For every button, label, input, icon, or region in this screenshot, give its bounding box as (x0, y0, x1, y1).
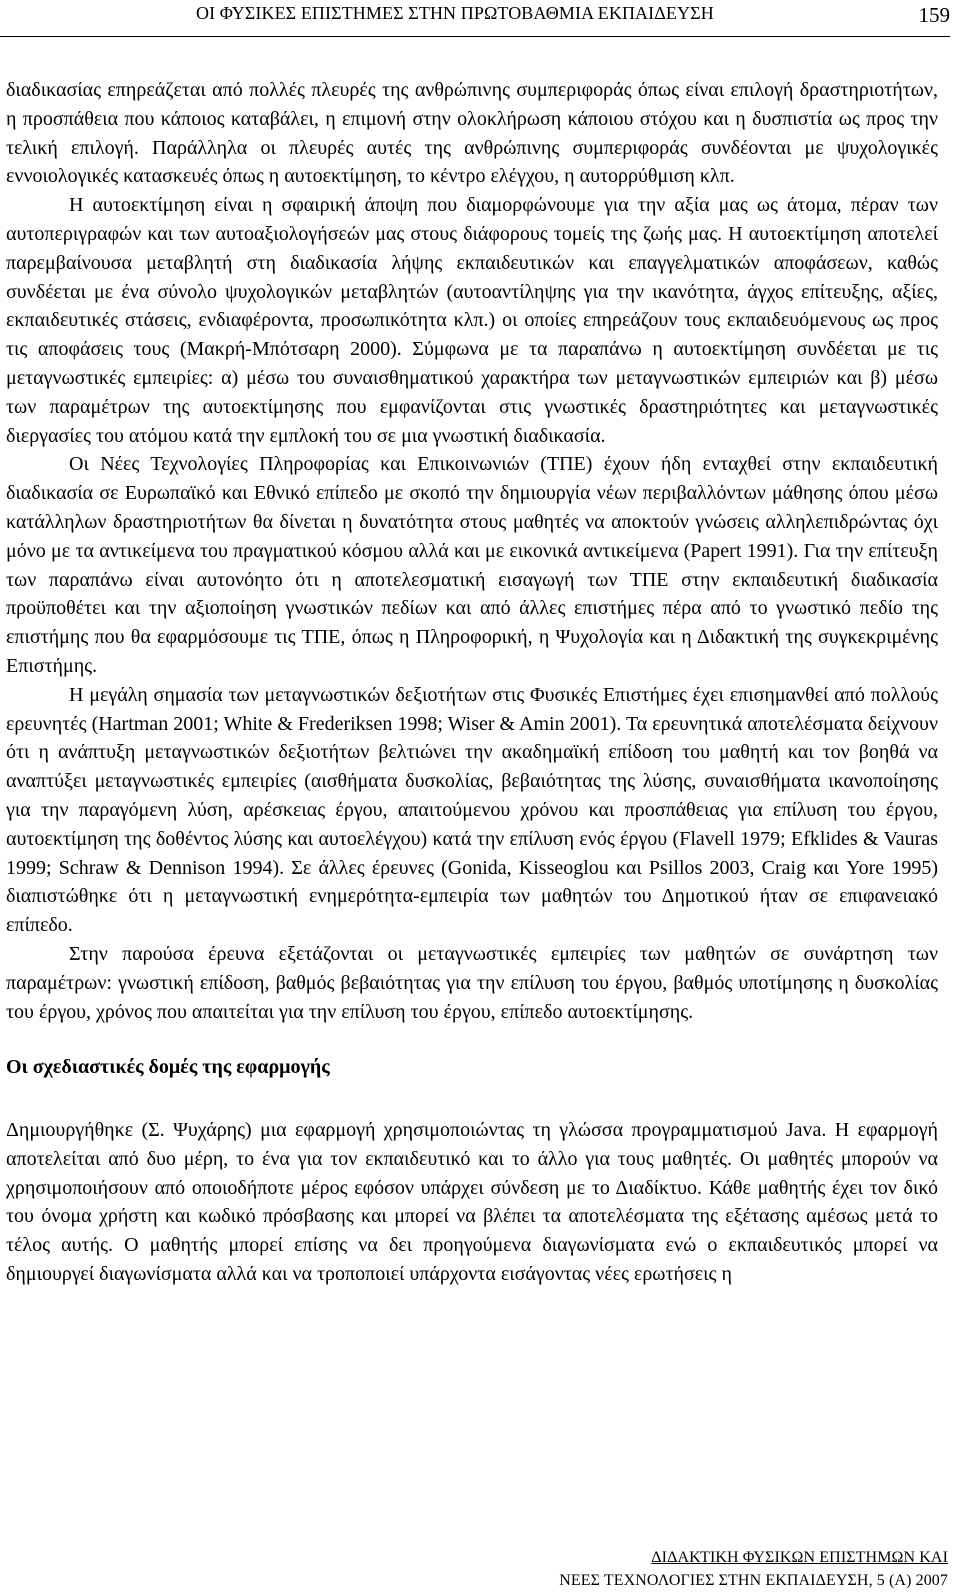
footer-journal-issue: ΝΕΕΣ ΤΕΧΝΟΛΟΓΙΕΣ ΣΤΗΝ ΕΚΠΑΙΔΕΥΣΗ, 5 (Α) 2007 (559, 1572, 948, 1589)
footer (559, 1546, 948, 1592)
paragraph-metacognitive-skills: Η μεγάλη σημασία των μεταγνωστικών δεξιοτήτων στις Φυσικές Επιστήμες έχει επισημανθεί από πολλούς ερευνητές (Hartman 2001; White & Frederiksen 1998; Wiser & Amin 2001). Τα ερευνητικά αποτελέσματα δείχνουν ότι η ανάπτυξη μεταγνωστικών δεξιοτήτων βελτιώνει την ακαδημαϊκή επίδοση του μαθητή και τον βοηθά να αναπτύξει μεταγνωστικές εμπειρίες (αισθήματα δυσκολίας, βεβαιότητας της λύσης, συναισθήματα ικανοποίησης για την παραγόμενη λύση, αρέσκειας έργου, απαιτούμενου χρόνου και προσπάθειας για επίλυση του έργου, αυτοεκτίμηση της δοθέντος λύσης και αυτοελέγχου) κατά την επίλυση ενός έργου (Flavell 1979; Efklides & Vauras 1999; Schraw & Dennison 1994). Σε άλλες έρευνες (Gonida, Kisseoglou και Psillos 2003, Craig και Yore 1995) διαπιστώθηκε ότι η μεταγνωστική ενημερότητα-εμπειρία των μαθητών του Δημοτικού ήταν σε επιφανειακό επίπεδο. (6, 683, 938, 937)
footer-journal-title: ΔΙΔΑΚΤΙΚΗ ΦΥΣΙΚΩΝ ΕΠΙΣΤΗΜΩΝ ΚΑΙ (651, 1549, 948, 1566)
paragraph-self-esteem: Η αυτοεκτίμηση είναι η σφαιρική άποψη που διαμορφώνουμε για την αξία μας ως άτομα, πέραν των αυτοπεριγραφών και των αυτοαξιολογήσεών μας στους διάφορους τομείς της ζωής μας. Η αυτοεκτίμηση αποτελεί παρεμβαίνουσα μεταβλητή στη διαδικασία λήψης εκπαιδευτικών και επαγγελματικών αποφάσεων, καθώς συνδέεται με ένα σύνολο ψυχολογικών μεταβλητών (αυτοαντίληψης για την ικανότητα, άγχος επίτευξης, αξίες, εκπαιδευτικές στάσεις, ενδιαφέροντα, προσωπικότητα κλπ.) οι οποίες επηρεάζουν τους εκπαιδευόμενους ως προς τις αποφάσεις τους (Μακρή-Μπότσαρη 2000). Σύμφωνα με τα παραπάνω η αυτοεκτίμηση συνδέεται με τις μεταγνωστικές εμπειρίες: α) μέσω του συναισθηματικού χαρακτήρα των μεταγνωστικών εμπειριών και β) μέσω των παραμέτρων της αυτοεκτίμησης που εμφανίζονται στις γνωστικές δραστηριότητες και μεταγνωστικές διεργασίες του ατόμου κατά την εμπλοκή του σε μια γνωστική διαδικασία. (6, 194, 938, 447)
paragraph-present-study: Στην παρούσα έρευνα εξετάζονται οι μεταγνωστικές εμπειρίες των μαθητών σε συνάρτηση των παραμέτρων: γνωστική επίδοση, βαθμός βεβαιότητας για την επίλυση του έργου, βαθμός υποτίμησης η δυσκολίας του έργου, χρόνος που απαιτείται για την επίλυση του έργου, επίπεδο αυτοεκτίμησης. (6, 942, 938, 1023)
running-header: ΟΙ ΦΥΣΙΚΕΣ ΕΠΙΣΤΗΜΕΣ ΣΤΗΝ ΠΡΩΤΟΒΑΘΜΙΑ ΕΚΠΑΙΔΕΥΣΗ (196, 3, 714, 23)
paragraph-continuation: διαδικασίας επηρεάζεται από πολλές πλευρές της ανθρώπινης συμπεριφοράς όπως είναι επιλογή δραστηριοτήτων, η προσπάθεια που κάποιος καταβάλει, η επιμονή στην ολοκλήρωση κάποιου στόχου και η δυσπιστία ως προς την τελική επιλογή. Παράλληλα οι πλευρές αυτές της ανθρώπινης συμπεριφοράς συνδέονται με ψυχολογικές εννοιολογικές κατασκευές όπως η αυτοεκτίμηση, το κέντρο ελέγχου, η αυτορρύθμιση κλπ. (6, 79, 938, 188)
header-divider (0, 36, 950, 37)
body-text (6, 76, 938, 1289)
page-number: 159 (918, 3, 950, 27)
paragraph-ict: Οι Νέες Τεχνολογίες Πληροφορίας και Επικοινωνιών (ΤΠΕ) έχουν ήδη ενταχθεί στην εκπαιδευτική διαδικασία σε Ευρωπαϊκό και Εθνικό επίπεδο με σκοπό την δημιουργία νέων περιβαλλόντων μάθησης όπου μέσω κατάλληλων δραστηριοτήτων θα δίνεται η δυνατότητα στους μαθητές να αποκτούν γνώσεις αλληλεπιδρώντας όχι μόνο με τα αντικείμενα του πραγματικού κόσμου αλλά και με εικονικά αντικείμενα (Papert 1991). Για την επίτευξη των παραπάνω είναι αυτονόητο ότι η αποτελεσματική εισαγωγή των ΤΠΕ στην εκπαιδευτική διαδικασία προϋποθέτει και την αξιοποίηση γνωστικών πεδίων και από άλλες επιστήμες πέρα από το γνωστικό πεδίο της επιστήμης που θα εφαρμόσουμε τις ΤΠΕ, όπως η Πληροφορική, η Ψυχολογία και η Διδακτική της συγκεκριμένης Επιστήμης. (6, 453, 938, 677)
paragraph-application-design: Δημιουργήθηκε (Σ. Ψυχάρης) μια εφαρμογή χρησιμοποιώντας τη γλώσσα προγραμματισμού Java. Η εφαρμογή αποτελείται από δυο μέρη, το ένα για τον εκπαιδευτικό και το άλλο για τους μαθητές. Οι μαθητές μπορούν να χρησιμοποιήσουν από οποιοδήποτε μέρος εφόσον υπάρχει σύνδεση με το Διαδίκτυο. Κάθε μαθητής έχει τον δικό του όνομα χρήστη και κωδικό πρόσβασης και μπορεί να βλέπει τα αποτελέσματα της εξέτασης αμέσως μετά το τέλος αυτής. Ο μαθητής μπορεί επίσης να δει προηγούμενα διαγωνίσματα ενώ ο εκπαιδευτικός μπορεί να δημιουργεί διαγωνίσματα αλλά και να τροποποιεί υπάρχοντα εισάγοντας νέες ερωτήσεις η (6, 1119, 938, 1286)
section-heading: Οι σχεδιαστικές δομές της εφαρμογής (6, 1056, 330, 1079)
